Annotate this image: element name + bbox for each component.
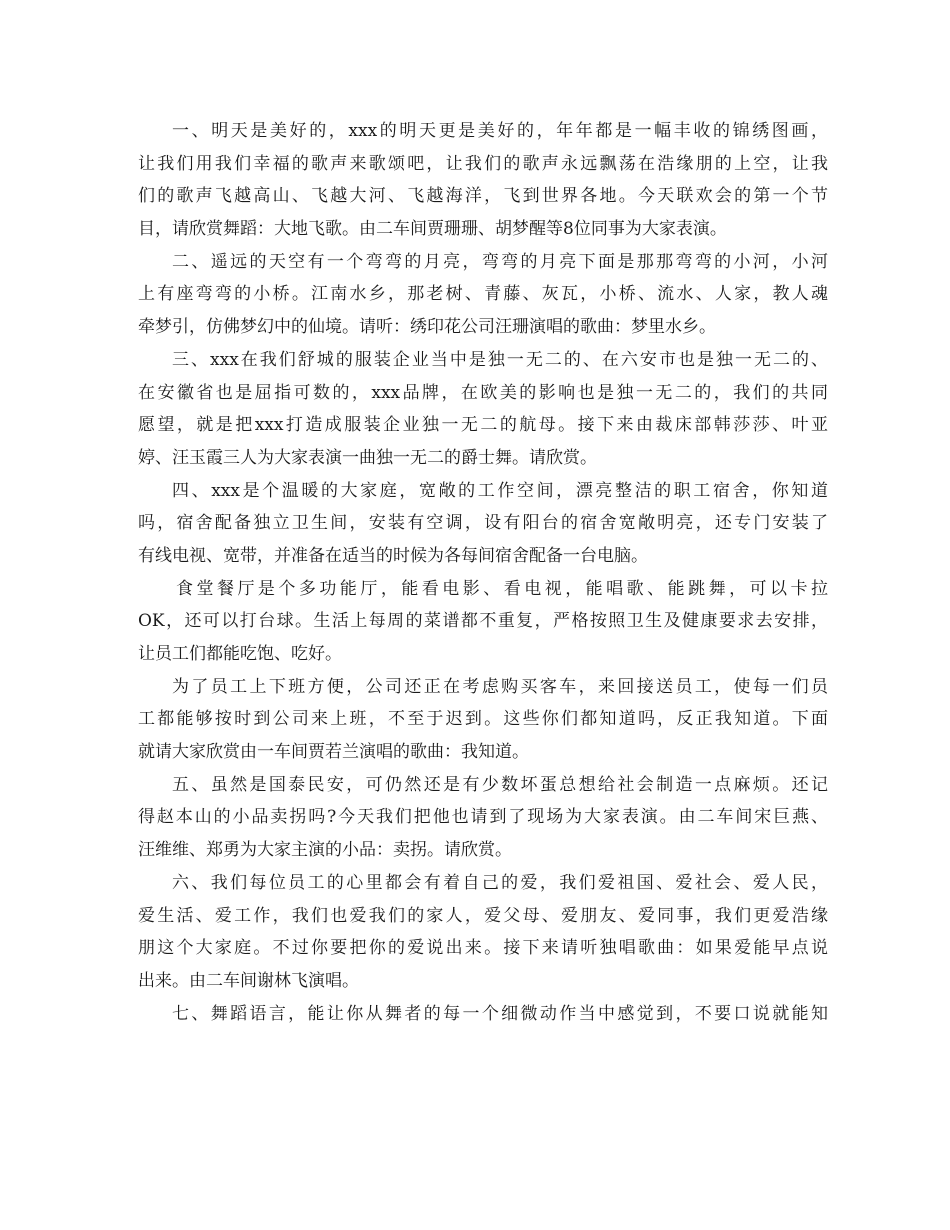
paragraph-6-line-2: 工都能够按时到公司来上班，不至于迟到。这些你们都知道吗，反正我知道。下面 <box>138 709 828 730</box>
paragraph-2-line-3: 牵梦引，仿佛梦幻中的仙境。请听：绣印花公司汪珊演唱的歌曲：梦里水乡。 <box>138 317 716 338</box>
paragraph-6-line-3: 就请大家欣赏由一车间贾若兰演唱的歌曲：我知道。 <box>138 742 529 763</box>
paragraph-1-line-4: 目，请欣赏舞蹈：大地飞歌。由二车间贾珊珊、胡梦醒等8位同事为大家表演。 <box>138 219 727 240</box>
paragraph-1-line-2: 让我们用我们幸福的歌声来歌颂吧，让我们的歌声永远飘荡在浩缘朋的上空，让我 <box>138 153 828 174</box>
paragraph-3-line-1: 三、xxx在我们舒城的服装企业当中是独一无二的、在六安市也是独一无二的、 <box>172 349 828 370</box>
paragraph-7-line-1: 五、虽然是国泰民安，可仍然还是有少数坏蛋总想给社会制造一点麻烦。还记 <box>172 774 828 795</box>
paragraph-5-line-2: OK，还可以打台球。生活上每周的菜谱都不重复，严格按照卫生及健康要求去安排， <box>138 611 828 632</box>
paragraph-4-line-3: 有线电视、宽带，并准备在适当的时候为各每间宿舍配备一台电脑。 <box>138 545 648 566</box>
paragraph-8-line-2: 爱生活、爱工作，我们也爱我们的家人，爱父母、爱朋友、爱同事，我们更爱浩缘 <box>138 905 828 926</box>
paragraph-8-line-4: 出来。由二车间谢林飞演唱。 <box>138 970 359 991</box>
paragraph-3-line-4: 婷、汪玉霞三人为大家表演一曲独一无二的爵士舞。请欣赏。 <box>138 447 597 468</box>
paragraph-1-line-3: 们的歌声飞越高山、飞越大河、飞越海洋，飞到世界各地。今天联欢会的第一个节 <box>138 186 828 207</box>
paragraph-2-line-2: 上有座弯弯的小桥。江南水乡，那老树、青藤、灰瓦，小桥、流水、人家，教人魂 <box>138 284 828 305</box>
paragraph-4-line-2: 吗，宿舍配备独立卫生间，安装有空调，设有阳台的宿舍宽敞明亮，还专门安装了 <box>138 513 828 534</box>
paragraph-7-line-3: 汪维维、郑勇为大家主演的小品：卖拐。请欣赏。 <box>138 840 512 861</box>
paragraph-5-line-3: 让员工们都能吃饱、吃好。 <box>138 644 342 664</box>
paragraph-9-line-1: 七、舞蹈语言，能让你从舞者的每一个细微动作当中感觉到，不要口说就能知 <box>172 1003 828 1024</box>
paragraph-1-line-1: 一、明天是美好的，xxx的明天更是美好的，年年都是一幅丰收的锦绣图画， <box>172 121 828 141</box>
paragraph-8-line-3: 朋这个大家庭。不过你要把你的爱说出来。接下来请听独唱歌曲：如果爱能早点说 <box>138 938 828 959</box>
paragraph-2-line-1: 二、遥远的天空有一个弯弯的月亮，弯弯的月亮下面是那那弯弯的小河，小河 <box>172 251 828 272</box>
document-body <box>138 115 828 1030</box>
paragraph-4-line-1: 四、xxx是个温暖的大家庭，宽敞的工作空间，漂亮整洁的职工宿舍，你知道 <box>172 480 828 501</box>
paragraph-7-line-2: 得赵本山的小品卖拐吗?今天我们把他也请到了现场为大家表演。由二车间宋巨燕、 <box>138 807 828 828</box>
paragraph-6-line-1: 为了员工上下班方便，公司还正在考虑购买客车，来回接送员工，使每一们员 <box>172 676 828 697</box>
paragraph-3-line-3: 愿望，就是把xxx打造成服装企业独一无二的航母。接下来由裁床部韩莎莎、叶亚 <box>138 415 828 436</box>
paragraph-8-line-1: 六、我们每位员工的心里都会有着自己的爱，我们爱祖国、爱社会、爱人民， <box>172 872 828 893</box>
paragraph-5-line-1: 食堂餐厅是个多功能厅，能看电影、看电视，能唱歌、能跳舞，可以卡拉 <box>176 578 828 599</box>
paragraph-3-line-2: 在安徽省也是屈指可数的，xxx品牌，在欧美的影响也是独一无二的，我们的共同 <box>138 382 828 403</box>
